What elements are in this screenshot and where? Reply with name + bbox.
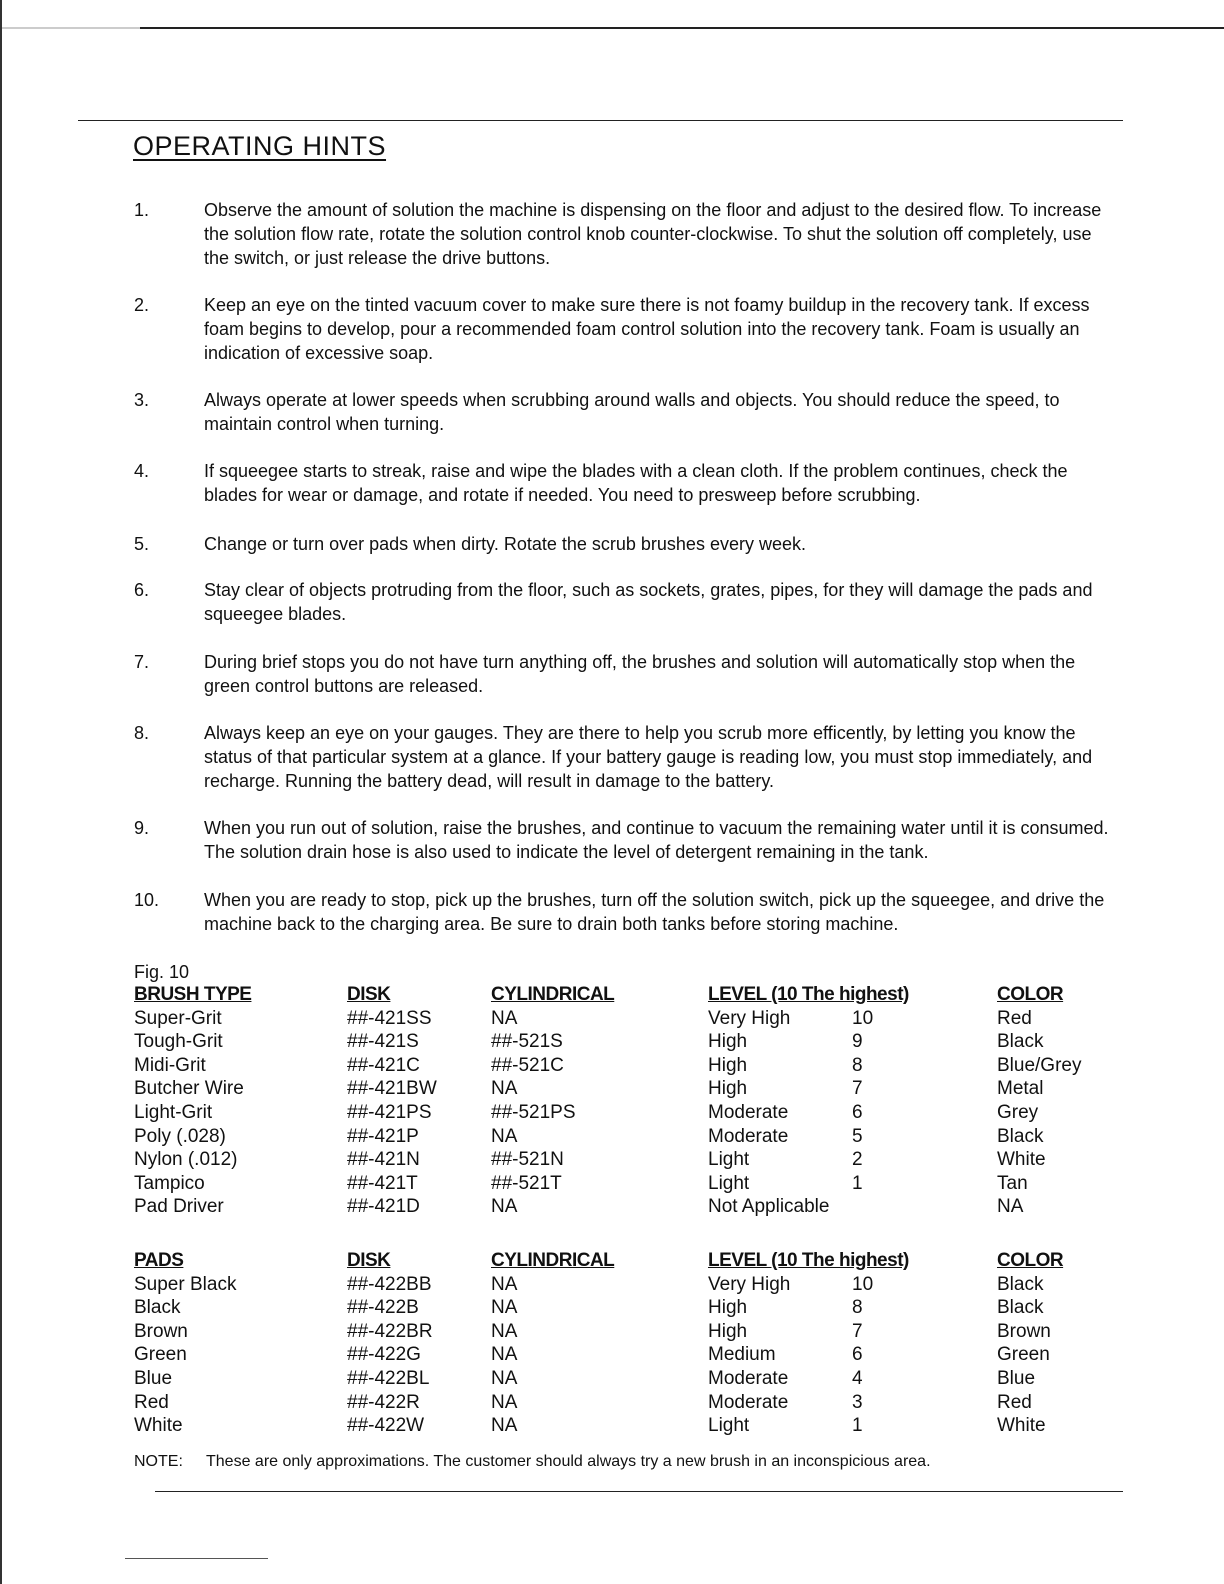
hint-text: Stay clear of objects protruding from the floor, such as sockets, grates, pipes, for they will damage the pads and squeegee blades. xyxy=(204,580,1093,624)
item-name-cell: Butcher Wire xyxy=(134,1078,244,1100)
column-header: DISK xyxy=(347,984,391,1005)
column-header: PADS xyxy=(134,1250,184,1271)
column-header: CYLINDRICAL xyxy=(491,984,615,1005)
hint-number: 1. xyxy=(134,200,150,220)
disk-cell: ##-422B xyxy=(347,1297,419,1319)
cylindrical-cell: ##-521S xyxy=(491,1031,563,1053)
disk-cell: ##-421C xyxy=(347,1054,420,1076)
cylindrical-cell: NA xyxy=(491,1367,518,1389)
disk-cell: ##-422G xyxy=(347,1344,421,1366)
hint-number: 3. xyxy=(134,390,150,410)
disk-cell: ##-421PS xyxy=(347,1101,432,1123)
item-name-cell: Black xyxy=(134,1297,181,1319)
item-name-cell: Tough-Grit xyxy=(134,1031,223,1053)
hint-item xyxy=(134,532,1114,556)
hint-item xyxy=(134,459,1114,507)
color-cell: Black xyxy=(997,1297,1044,1319)
item-name-cell: Tampico xyxy=(134,1172,205,1194)
column-header: DISK xyxy=(347,1250,391,1271)
cylindrical-cell: NA xyxy=(491,1273,518,1295)
disk-cell: ##-421BW xyxy=(347,1078,437,1100)
level-number-cell: 10 xyxy=(852,1273,874,1295)
hint-number: 2. xyxy=(134,295,150,315)
cylindrical-cell: NA xyxy=(491,1007,518,1029)
cylindrical-cell: ##-521PS xyxy=(491,1101,576,1123)
item-name-cell: Super-Grit xyxy=(134,1007,222,1029)
level-cell: High xyxy=(708,1078,748,1100)
color-cell: Red xyxy=(997,1007,1032,1029)
hint-number: 8. xyxy=(134,723,150,743)
hint-item xyxy=(134,578,1114,626)
cylindrical-cell: NA xyxy=(491,1391,518,1413)
level-cell: Moderate xyxy=(708,1101,789,1123)
column-header: LEVEL (10 The highest) xyxy=(708,1250,909,1271)
level-number-cell: 7 xyxy=(852,1078,863,1100)
color-cell: Metal xyxy=(997,1078,1044,1100)
cylindrical-cell: NA xyxy=(491,1196,518,1218)
cylindrical-cell: NA xyxy=(491,1320,518,1342)
cylindrical-cell: NA xyxy=(491,1415,518,1437)
color-cell: Black xyxy=(997,1031,1044,1053)
bottom-rule xyxy=(155,1491,1123,1492)
level-number-cell: 8 xyxy=(852,1297,863,1319)
level-number-cell: 2 xyxy=(852,1149,863,1171)
color-cell: Black xyxy=(997,1273,1044,1295)
column-header: COLOR xyxy=(997,984,1064,1005)
level-number-cell: 8 xyxy=(852,1054,863,1076)
note-text: These are only approximations. The customer should always try a new brush in an inconspicious area. xyxy=(206,1453,931,1470)
disk-cell: ##-421N xyxy=(347,1149,420,1171)
disk-cell: ##-422BL xyxy=(347,1367,430,1389)
disk-cell: ##-421T xyxy=(347,1172,418,1194)
level-number-cell: 7 xyxy=(852,1320,863,1342)
hint-text: Always operate at lower speeds when scrubbing around walls and objects. You should reduce the speed, to maintain control when turning. xyxy=(204,390,1060,434)
level-cell: High xyxy=(708,1054,748,1076)
level-cell: Medium xyxy=(708,1344,776,1366)
disk-cell: ##-421D xyxy=(347,1196,420,1218)
hint-item xyxy=(134,888,1114,936)
hint-text: Change or turn over pads when dirty. Rotate the scrub brushes every week. xyxy=(204,534,806,554)
column-header: CYLINDRICAL xyxy=(491,1250,615,1271)
disk-cell: ##-422R xyxy=(347,1391,420,1413)
hint-number: 6. xyxy=(134,580,150,600)
cylindrical-cell: NA xyxy=(491,1125,518,1147)
cylindrical-cell: ##-521C xyxy=(491,1054,564,1076)
item-name-cell: Nylon (.012) xyxy=(134,1149,238,1171)
color-cell: Grey xyxy=(997,1101,1039,1123)
top-rule xyxy=(78,120,1123,121)
level-number-cell: 1 xyxy=(852,1415,863,1437)
level-cell: Moderate xyxy=(708,1125,789,1147)
hint-item xyxy=(134,293,1114,365)
level-cell: High xyxy=(708,1297,748,1319)
item-name-cell: Pad Driver xyxy=(134,1196,224,1218)
level-number-cell: 3 xyxy=(852,1391,863,1413)
level-number-cell: 10 xyxy=(852,1007,874,1029)
item-name-cell: Green xyxy=(134,1344,187,1366)
level-number-cell: 6 xyxy=(852,1344,863,1366)
column-header: LEVEL (10 The highest) xyxy=(708,984,909,1005)
level-cell: Very High xyxy=(708,1273,791,1295)
hint-text: Always keep an eye on your gauges. They are there to help you scrub more efficently, by letting you know the status of that particular system at a glance. If your battery gauge is reading low, you must stop immediately, and recharge. Running the battery dead, will result in damage to the battery. xyxy=(204,723,1093,791)
hint-text: During brief stops you do not have turn anything off, the brushes and solution will automatically stop when the green control buttons are released. xyxy=(204,652,1076,696)
hint-number: 4. xyxy=(134,461,150,481)
color-cell: Blue/Grey xyxy=(997,1054,1082,1076)
disk-cell: ##-422BR xyxy=(347,1320,433,1342)
item-name-cell: Super Black xyxy=(134,1273,237,1295)
item-name-cell: Poly (.028) xyxy=(134,1125,226,1147)
cylindrical-cell: ##-521N xyxy=(491,1149,564,1171)
level-cell: Light xyxy=(708,1415,750,1437)
hint-number: 10. xyxy=(134,890,160,910)
scan-edge-top xyxy=(0,27,1224,29)
hint-item xyxy=(134,198,1114,270)
level-cell: Moderate xyxy=(708,1367,789,1389)
page-title: OPERATING HINTS xyxy=(133,131,387,161)
level-number-cell: 9 xyxy=(852,1031,863,1053)
column-header: COLOR xyxy=(997,1250,1064,1271)
color-cell: Black xyxy=(997,1125,1044,1147)
note-label: NOTE: xyxy=(134,1453,183,1470)
disk-cell: ##-421P xyxy=(347,1125,419,1147)
column-header: BRUSH TYPE xyxy=(134,984,252,1005)
disk-cell: ##-422BB xyxy=(347,1273,432,1295)
hint-text: When you run out of solution, raise the brushes, and continue to vacuum the remaining water until it is consumed. The solution drain hose is also used to indicate the level of detergent remaining in the tank. xyxy=(204,818,1109,862)
level-cell: Not Applicable xyxy=(708,1196,830,1218)
color-cell: Blue xyxy=(997,1367,1036,1389)
hint-number: 7. xyxy=(134,652,150,672)
level-number-cell: 6 xyxy=(852,1101,863,1123)
hint-text: Observe the amount of solution the machine is dispensing on the floor and adjust to the desired flow. To increase the solution flow rate, rotate the solution control knob counter-clockwise. To shut the solution off completely, use the switch, or just release the drive buttons. xyxy=(204,200,1102,268)
color-cell: Red xyxy=(997,1391,1032,1413)
item-name-cell: Blue xyxy=(134,1367,173,1389)
hint-item xyxy=(134,650,1114,698)
item-name-cell: Brown xyxy=(134,1320,188,1342)
level-number-cell: 4 xyxy=(852,1367,863,1389)
hint-item xyxy=(134,721,1114,793)
level-cell: Very High xyxy=(708,1007,791,1029)
item-name-cell: Midi-Grit xyxy=(134,1054,206,1076)
disk-cell: ##-422W xyxy=(347,1415,425,1437)
disk-cell: ##-421SS xyxy=(347,1007,432,1029)
hint-text: If squeegee starts to streak, raise and wipe the blades with a clean cloth. If the problem continues, check the blades for wear or damage, and rotate if needed. You need to presweep before scrubbing. xyxy=(204,461,1068,505)
disk-cell: ##-421S xyxy=(347,1031,419,1053)
footer-rule xyxy=(125,1558,268,1559)
item-name-cell: White xyxy=(134,1415,183,1437)
level-number-cell: 1 xyxy=(852,1172,863,1194)
figure-label: Fig. 10 xyxy=(134,962,190,982)
cylindrical-cell: NA xyxy=(491,1344,518,1366)
cylindrical-cell: NA xyxy=(491,1078,518,1100)
hint-item xyxy=(134,388,1114,436)
color-cell: Brown xyxy=(997,1320,1051,1342)
cylindrical-cell: ##-521T xyxy=(491,1172,562,1194)
item-name-cell: Light-Grit xyxy=(134,1101,213,1123)
hint-number: 5. xyxy=(134,534,150,554)
hint-text: When you are ready to stop, pick up the brushes, turn off the solution switch, pick up the squeegee, and drive the machine back to the charging area. Be sure to drain both tanks before storing machine. xyxy=(204,890,1105,934)
level-cell: High xyxy=(708,1320,748,1342)
hint-number: 9. xyxy=(134,818,150,838)
scan-edge-left xyxy=(0,0,2,1584)
level-cell: Light xyxy=(708,1172,750,1194)
color-cell: Tan xyxy=(997,1172,1028,1194)
color-cell: White xyxy=(997,1415,1046,1437)
level-number-cell: 5 xyxy=(852,1125,863,1147)
level-cell: High xyxy=(708,1031,748,1053)
level-cell: Light xyxy=(708,1149,750,1171)
level-cell: Moderate xyxy=(708,1391,789,1413)
color-cell: NA xyxy=(997,1196,1024,1218)
color-cell: White xyxy=(997,1149,1046,1171)
hint-item xyxy=(134,816,1114,864)
cylindrical-cell: NA xyxy=(491,1297,518,1319)
footnote xyxy=(134,1453,931,1471)
color-cell: Green xyxy=(997,1344,1050,1366)
hint-text: Keep an eye on the tinted vacuum cover to make sure there is not foamy buildup in the recovery tank. If excess foam begins to develop, pour a recommended foam control solution into the recovery tank. Foam is usually an indication of excessive soap. xyxy=(204,295,1090,363)
item-name-cell: Red xyxy=(134,1391,169,1413)
